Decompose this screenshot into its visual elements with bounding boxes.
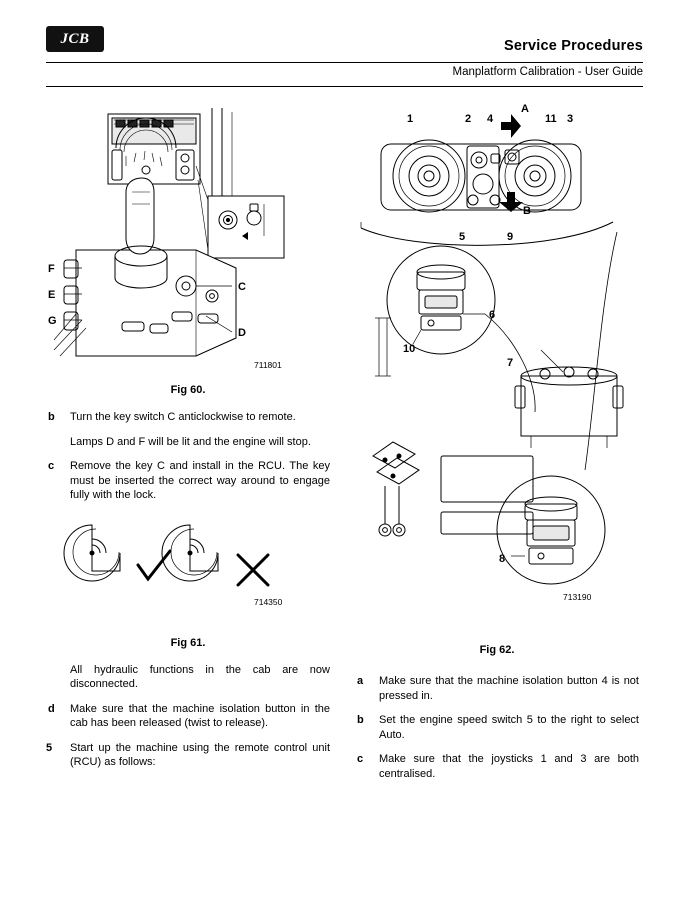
step-5 [46, 741, 330, 770]
step-c-marker: c [48, 460, 55, 472]
hydraulics-note [46, 663, 330, 692]
figure-61-artwork [46, 513, 330, 633]
figure-61 [46, 513, 330, 649]
figure-61-caption: Fig 61. [170, 636, 206, 649]
callout-D: D [238, 327, 246, 339]
hydraulics-note-text: All hydraulic functions in the cab are now disconnected. [70, 663, 330, 690]
callout-3: 3 [567, 113, 574, 125]
callout-7: 7 [507, 357, 514, 369]
page-subtitle: Manplatform Calibration - User Guide [452, 66, 643, 78]
figure-61-drawing-number: 714350 [254, 596, 283, 607]
figure-62-drawing-number: 713190 [563, 592, 592, 602]
step-b-note [46, 435, 330, 450]
callout-8: 8 [499, 553, 506, 565]
callout-G: G [48, 315, 57, 327]
jcb-logo [46, 26, 104, 52]
callout-9: 9 [507, 231, 514, 243]
figure-60 [46, 100, 330, 396]
step-c [46, 459, 330, 503]
figure-62-artwork [355, 100, 639, 640]
callout-C: C [238, 281, 246, 293]
right-step-b-text: Set the engine speed switch 5 to the right to select Auto. [379, 714, 639, 741]
step-b [46, 410, 330, 425]
callout-F: F [48, 263, 55, 275]
callout-2: 2 [465, 113, 472, 125]
right-step-a [355, 674, 639, 703]
right-step-a-text: Make sure that the machine isolation button 4 is not pressed in. [379, 675, 639, 702]
step-5-marker: 5 [46, 741, 53, 754]
figure-60-drawing-number: 711801 [254, 360, 282, 370]
step-c-text: Remove the key C and install in the RCU. The key must be inserted the correct way around to engage fully with the lock. [70, 460, 330, 501]
callout-E: E [48, 289, 56, 301]
right-step-b-marker: b [357, 714, 364, 726]
callout-4: 4 [487, 113, 494, 125]
figure-62-caption: Fig 62. [479, 644, 515, 656]
step-d-marker: d [48, 702, 55, 715]
figure-62 [355, 100, 639, 656]
step-d [46, 702, 330, 731]
logo-text: JCB [60, 30, 90, 47]
right-step-c-marker: c [357, 753, 364, 765]
callout-5: 5 [459, 231, 466, 243]
callout-11: 11 [545, 113, 557, 125]
figure-60-artwork [46, 100, 330, 380]
callout-A: A [521, 103, 529, 115]
right-step-b [355, 713, 639, 742]
callout-10: 10 [403, 343, 416, 355]
callout-1: 1 [407, 113, 414, 125]
callout-6: 6 [489, 309, 496, 321]
right-step-c-text: Make sure that the joysticks 1 and 3 are both centralised. [379, 753, 639, 780]
callout-B: B [523, 205, 531, 217]
page-title: Service Procedures [503, 38, 643, 54]
right-column [355, 100, 639, 791]
right-step-c [355, 752, 639, 781]
figure-60-caption: Fig 60. [170, 384, 206, 396]
step-b-marker: b [48, 411, 55, 423]
step-d-text: Make sure that the machine isolation button in the cab has been released (twist to release). [70, 702, 330, 729]
left-column [46, 100, 330, 780]
header-divider-bottom [46, 86, 643, 87]
right-step-a-marker: a [357, 675, 364, 687]
step-b-note-text: Lamps D and F will be lit and the engine will stop. [70, 435, 311, 448]
page-header [46, 26, 643, 90]
header-divider-top [46, 62, 643, 63]
step-5-text: Start up the machine using the remote control unit (RCU) as follows: [70, 741, 330, 768]
step-b-text: Turn the key switch C anticlockwise to remote. [70, 411, 296, 423]
